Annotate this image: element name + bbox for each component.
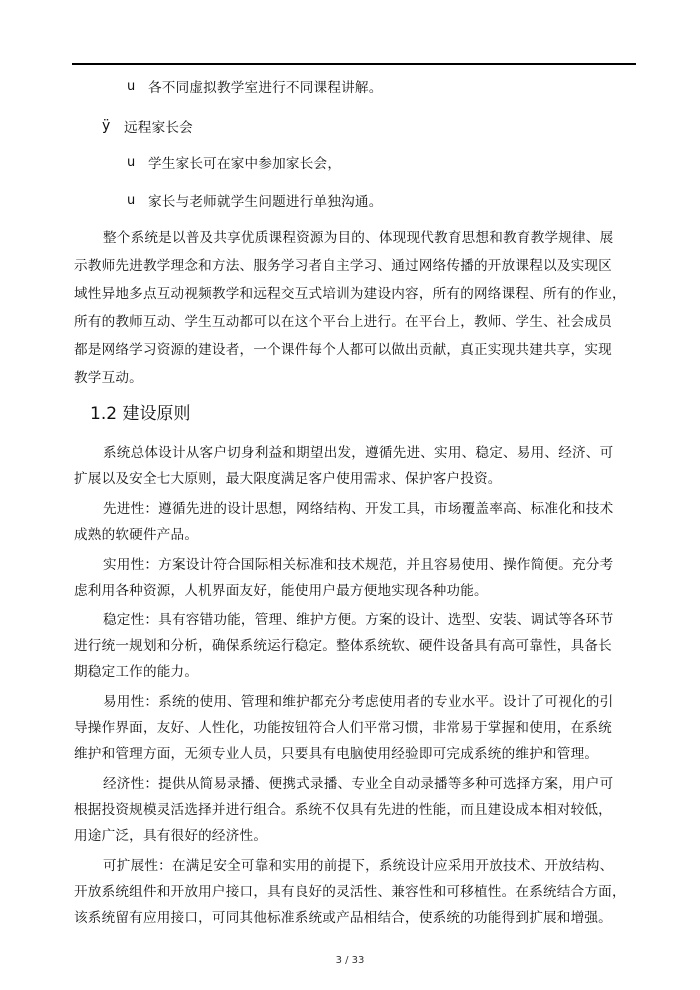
paragraph-line: 该系统留有应用接口，可同其他标准系统或产品相结合，使系统的功能得到扩展和增强。	[74, 910, 612, 926]
paragraph-line: 期稳定工作的能力。	[74, 664, 199, 680]
page-number: 3 / 33	[335, 955, 365, 966]
paragraph-line: 用途广泛，具有很好的经济性。	[74, 828, 268, 844]
paragraph-line: 示教师先进教学理念和方法、服务学习者自主学习、通过网络传播的开放课程以及实现区	[74, 258, 612, 274]
bullet-marker: u	[127, 155, 136, 170]
paragraph-line: 所有的教师互动、学生互动都可以在这个平台上进行。在平台上，教师、学生、社会成员	[74, 314, 612, 330]
paragraph-line: 导操作界面，友好、人性化，功能按钮符合人们平常习惯，非常易于掌握和使用，在系统	[74, 720, 612, 736]
paragraph-line: 经济性：提供从简易录播、便携式录播、专业全自动录播等多种可选择方案，用户可	[103, 776, 614, 792]
bullet-marker: u	[127, 193, 136, 208]
paragraph-line: 易用性：系统的使用、管理和维护都充分考虑使用者的专业水平。设计了可视化的引	[103, 694, 614, 710]
paragraph-line: 扩展以及安全七大原则，最大限度满足客户使用需求、保护客户投资。	[74, 471, 502, 487]
bullet-marker: u	[127, 79, 136, 94]
paragraph-line: 虑利用各种资源，人机界面友好，能使用户最方便地实现各种功能。	[74, 583, 488, 599]
paragraph-line: 稳定性：具有容错功能，管理、维护方便。方案的设计、选型、安装、调试等各环节	[103, 612, 614, 628]
paragraph-line: 进行统一规划和分析，确保系统运行稳定。整体系统软、硬件设备具有高可靠性，具备长	[74, 638, 612, 654]
bullet-item: 学生家长可在家中参加家长会，	[148, 156, 342, 172]
paragraph-line: 成熟的软硬件产品。	[74, 527, 199, 543]
paragraph-line: 维护和管理方面，无须专业人员，只要具有电脑使用经验即可完成系统的维护和管理。	[74, 746, 599, 762]
section-heading: 1.2 建设原则	[90, 404, 191, 424]
paragraph-line: 系统总体设计从客户切身利益和期望出发，遵循先进、实用、稳定、易用、经济、可	[103, 445, 614, 461]
paragraph-line: 都是网络学习资源的建设者，一个课件每个人都可以做出贡献，真正实现共建共享，实现	[74, 342, 612, 358]
paragraph-line: 开放系统组件和开放用户接口，具有良好的灵活性、兼容性和可移植性。在系统结合方面，	[74, 884, 626, 900]
paragraph-line: 可扩展性：在满足安全可靠和实用的前提下，系统设计应采用开放技术、开放结构、	[103, 858, 614, 874]
paragraph-line: 教学互动。	[74, 370, 143, 386]
paragraph-line: 实用性：方案设计符合国际相关标准和技术规范，并且容易使用、操作简便。充分考	[103, 557, 614, 573]
bullet-marker: ÿ	[102, 118, 111, 134]
bullet-item: 家长与老师就学生问题进行单独沟通。	[148, 194, 383, 210]
header-rule	[72, 63, 636, 65]
paragraph-line: 先进性：遵循先进的设计思想，网络结构、开发工具，市场覆盖率高、标准化和技术	[103, 501, 614, 517]
paragraph-line: 域性异地多点互动视频教学和远程交互式培训为建设内容，所有的网络课程、所有的作业，	[74, 286, 626, 302]
paragraph-line: 根据投资规模灵活选择并进行组合。系统不仅具有先进的性能，而且建设成本相对较低，	[74, 802, 612, 818]
bullet-item: 各不同虚拟教学室进行不同课程讲解。	[148, 80, 383, 96]
paragraph-line: 整个系统是以普及共享优质课程资源为目的、体现现代教育思想和教育教学规律、展	[103, 230, 614, 246]
bullet-section-title: 远程家长会	[124, 120, 193, 136]
